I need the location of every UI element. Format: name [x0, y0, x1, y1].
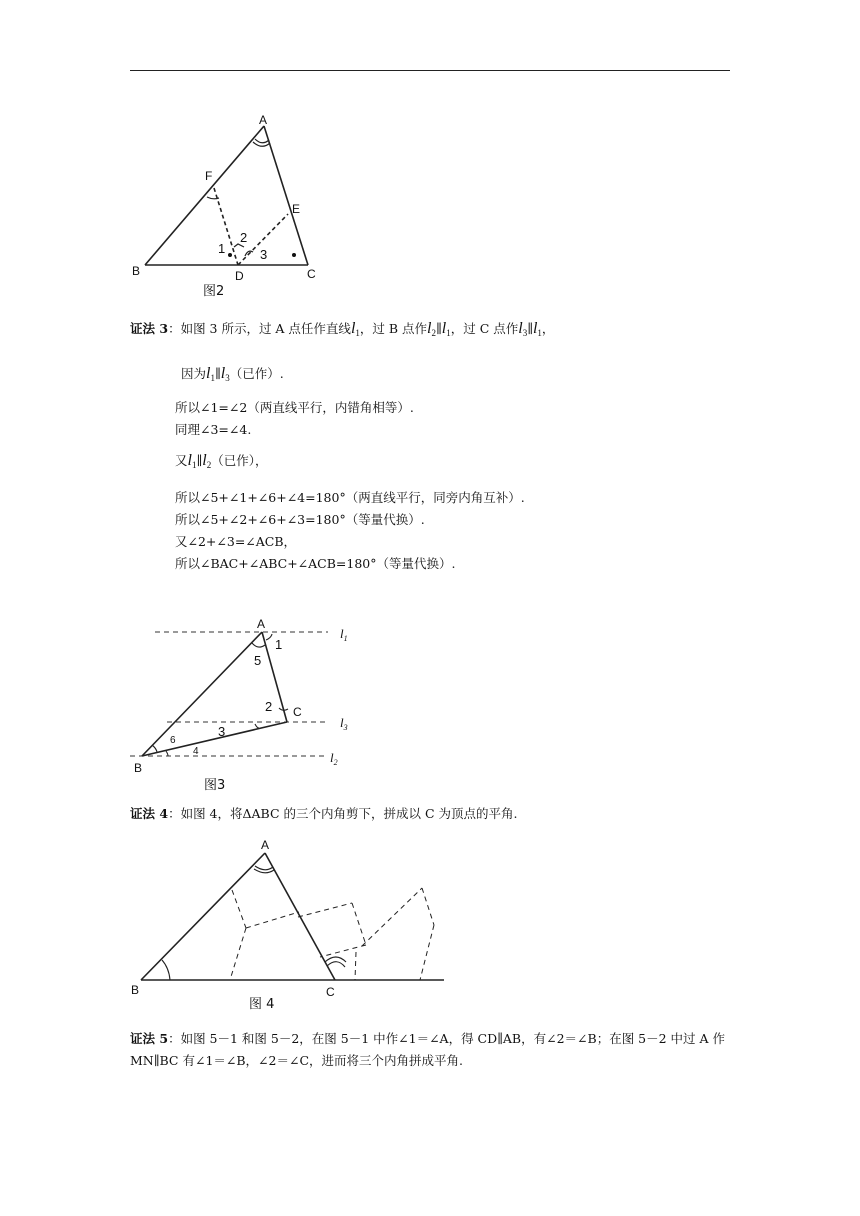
- proof3-par-2: ∥: [527, 321, 533, 336]
- fig3-label-l2: $l_2$: [330, 750, 338, 767]
- fig4-label-a: A: [261, 838, 270, 852]
- proof4-label: 证法 4: [130, 806, 169, 821]
- fig4-label-c: C: [326, 985, 335, 999]
- fig2-label-a: A: [259, 113, 268, 127]
- proof3-line1: 所以∠1=∠2（两直线平行，内错角相等）.: [175, 400, 414, 415]
- fig4-dash-9: [420, 925, 434, 980]
- fig4-dash-1: [232, 890, 246, 928]
- fig3-angle-4-label: 4: [193, 746, 199, 757]
- fig2-dash-fd: [214, 188, 238, 265]
- proof3-par-3: ∥: [214, 366, 221, 381]
- fig3-label-c: C: [293, 705, 302, 719]
- fig3-angle-2-arc: [279, 708, 288, 710]
- fig3-angle-5-label: 5: [254, 653, 262, 668]
- fig4-label-b: B: [131, 983, 140, 997]
- fig2-angle-1-label: 1: [218, 241, 226, 256]
- fig3-angle-6-label: 6: [170, 735, 176, 746]
- proof3-l2: $l_2$: [427, 320, 436, 338]
- fig4-dash-5: [352, 903, 366, 945]
- proof3-intro-b: ，过 B 点作: [359, 321, 428, 336]
- proof3-because-l3: $l_3$: [220, 365, 230, 383]
- fig2-angle-3-label: 3: [260, 247, 268, 262]
- proof3-line5: 又∠2+∠3=∠ACB，: [175, 534, 297, 549]
- fig2-side-ab: [145, 126, 264, 265]
- fig4-dash-8: [422, 888, 434, 925]
- fig3-angle-2-label: 2: [265, 699, 273, 714]
- fig3-side-ac: [262, 632, 287, 722]
- fig4-dash-4: [298, 903, 352, 917]
- fig3-side-ab: [142, 632, 262, 756]
- fig3-angle-6-arc: [152, 745, 157, 752]
- fig4-side-ab: [141, 853, 265, 980]
- fig2-angle-2-label: 2: [240, 230, 248, 245]
- fig4-dash-2: [230, 928, 246, 980]
- fig3-label-a: A: [257, 617, 266, 631]
- proof5-text: [130, 1028, 732, 1072]
- proof3-intro-a: ：如图 3 所示，过 A 点任作直线: [168, 321, 351, 336]
- proof3-also-l2: $l_2$: [202, 452, 212, 470]
- proof3-line6: 所以∠BAC+∠ABC+∠ACB=180°（等量代换）.: [175, 556, 456, 571]
- proof5-body: ：如图 5－1 和图 5－2，在图 5－1 中作∠1＝∠A，得 CD∥AB，有∠2＝∠B；在图 5－2 中过 A 作 MN∥BC 有∠1＝∠B，∠2＝∠C，进而将三个内角拼成平角.: [130, 1031, 726, 1068]
- proof3-also: [175, 453, 267, 473]
- fig4-dash-10: [355, 952, 356, 980]
- fig4-angle-c-arc2: [327, 962, 345, 967]
- fig2-angle-a-arc: [255, 139, 269, 143]
- fig3-angle-1-label: 1: [275, 637, 283, 652]
- fig3-caption: 图3: [204, 778, 226, 793]
- fig3-label-l1: $l_1$: [340, 626, 348, 643]
- fig2-label-f: F: [205, 169, 213, 183]
- fig4-dash-7: [362, 888, 422, 946]
- fig2-label-e: E: [292, 202, 301, 216]
- proof3-par-1: ∥: [435, 321, 442, 336]
- fig2-caption: 图2: [203, 284, 225, 299]
- proof4-body: ：如图 4，将ΔABC 的三个内角剪下，拼成以 C 为顶点的平角.: [168, 806, 518, 821]
- fig3-angle-3-label: 3: [218, 724, 226, 739]
- fig3-angle-4-arc: [166, 751, 168, 756]
- fig4-angle-c-arc: [325, 957, 346, 962]
- proof3-label: 证法 3: [130, 321, 169, 336]
- proof3-par-4: ∥: [196, 453, 203, 468]
- proof3-because-pre: 因为: [181, 366, 207, 381]
- proof3-line2: 同理∠3=∠4.: [175, 422, 252, 437]
- fig4-caption: 图 4: [249, 997, 275, 1012]
- proof5-label: 证法 5: [130, 1031, 169, 1046]
- fig3-angle-3-arc: [255, 724, 259, 728]
- proof3-l3: $l_3$: [518, 320, 528, 338]
- proof3-line4: 所以∠5+∠2+∠6+∠3=180°（等量代换）.: [175, 512, 425, 527]
- fig3-side-bc: [142, 722, 287, 756]
- proof3-also-pre: 又: [175, 453, 188, 468]
- fig2-label-b: B: [132, 264, 141, 278]
- fig4-side-ac: [265, 853, 335, 980]
- fig2-angle-d-mark: [234, 244, 244, 247]
- fig2-dot-right: [292, 253, 296, 257]
- fig2-label-d: D: [235, 269, 244, 283]
- fig4-dash-3: [246, 912, 299, 928]
- proof3-l1b: $l_1$: [441, 320, 451, 338]
- header-rule: [130, 70, 730, 71]
- proof3-because-post: （已作）.: [229, 366, 284, 381]
- fig2-angle-f-arc: [207, 197, 219, 199]
- proof3-because-l1: $l_1$: [206, 365, 215, 383]
- fig4-dash-6: [320, 945, 366, 957]
- fig3-angle-1-arc: [266, 634, 272, 640]
- fig2-dash-de: [238, 214, 288, 265]
- fig3-angle-5-arc: [252, 643, 265, 647]
- proof3-also-post: （已作），: [211, 453, 268, 468]
- fig2-dot-left: [228, 253, 232, 257]
- proof3-l1: $l_1$: [350, 320, 360, 338]
- fig3-label-l3: $l_3$: [340, 715, 348, 732]
- fig4-angle-b-arc: [162, 960, 170, 980]
- fig3-label-b: B: [134, 761, 143, 775]
- fig2-angle-d-mark2: [245, 251, 253, 256]
- proof3-also-l1: $l_1$: [187, 452, 197, 470]
- proof3-intro-end: ，: [541, 321, 555, 336]
- proof3-l1c: $l_1$: [532, 320, 542, 338]
- fig2-label-c: C: [307, 267, 316, 281]
- proof3-intro-c: ，过 C 点作: [450, 321, 519, 336]
- fig2-side-ac: [264, 126, 308, 265]
- proof4-text: [130, 806, 517, 822]
- proof3-intro: [130, 321, 554, 341]
- fig4-angle-a-arc2: [254, 869, 274, 873]
- fig2-angle-a-arc2: [253, 142, 270, 146]
- proof3-because: [181, 366, 284, 386]
- fig4-angle-a-arc: [255, 866, 273, 870]
- proof3-line3: 所以∠5+∠1+∠6+∠4=180°（两直线平行，同旁内角互补）.: [175, 490, 525, 505]
